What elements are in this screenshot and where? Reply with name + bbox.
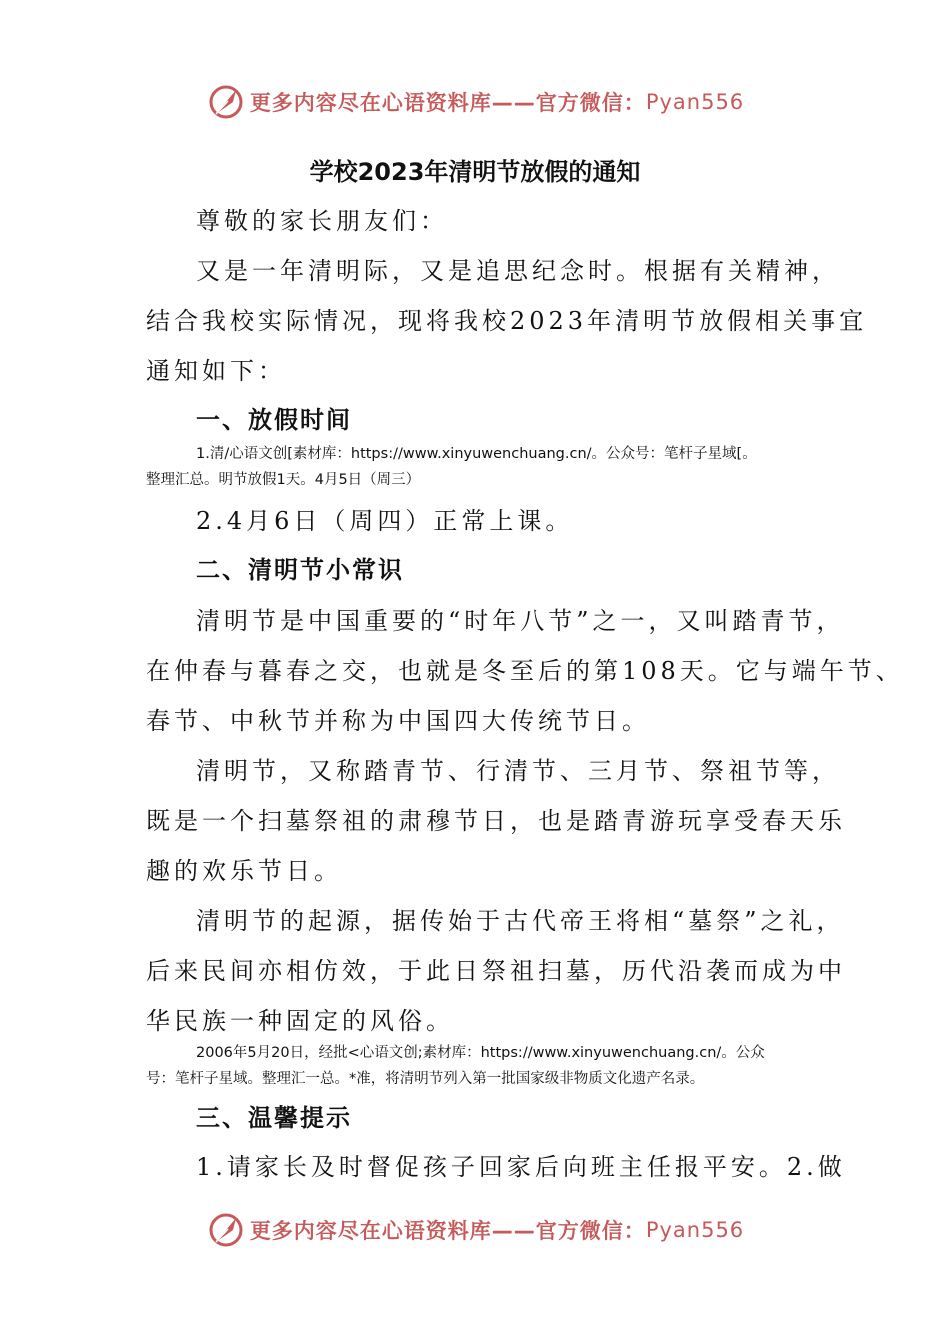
- watermark-wechat-id: Pyan556: [645, 90, 745, 114]
- section2-para2-line-2: 既是一个扫墓祭祖的肃穆节日，也是踏青游玩享受春天乐: [146, 807, 846, 835]
- section3-item-1: 1.请家长及时督促孩子回家后向班主任报平安。2.做: [196, 1153, 846, 1181]
- section2-para1-line-3: 春节、中秋节并称为中国四大传统节日。: [146, 707, 650, 735]
- quill-logo-icon: [206, 82, 246, 122]
- section2-para2-line-3: 趣的欢乐节日。: [146, 857, 342, 885]
- section2-para3-line-1: 清明节的起源，据传始于古代帝王将相“墓祭”之礼，: [196, 907, 845, 935]
- watermark-banner-bottom: [0, 1210, 950, 1250]
- section-heading-3: 三、温馨提示: [196, 1104, 352, 1132]
- section2-para1-line-1: 清明节是中国重要的“时年八节”之一，又叫踏青节，: [196, 607, 845, 635]
- section1-item-2: 2.4月6日（周四）正常上课。: [196, 507, 574, 535]
- section-heading-1: 一、放假时间: [196, 406, 352, 434]
- section1-small-line-2: 整理汇总。明节放假1天。4月5日（周三）: [146, 472, 421, 488]
- section2-para2-line-1: 清明节，又称踏青节、行清节、三月节、祭祖节等，: [196, 757, 840, 785]
- watermark-banner-top: [0, 82, 950, 122]
- section2-para3-line-3: 华民族一种固定的风俗。: [146, 1007, 454, 1035]
- intro-line-1: 又是一年清明际，又是追思纪念时。根据有关精神，: [196, 257, 840, 285]
- watermark-wechat-id: Pyan556: [645, 1218, 745, 1242]
- watermark-text: 更多内容尽在心语资料库——官方微信：: [249, 91, 646, 115]
- section2-para1-line-2: 在仲春与暮春之交，也就是冬至后的第108天。它与端午节、: [146, 657, 904, 685]
- greeting: 尊敬的家长朋友们：: [196, 207, 448, 235]
- intro-line-3: 通知如下：: [146, 357, 286, 385]
- watermark-text: 更多内容尽在心语资料库——官方微信：: [249, 1219, 646, 1243]
- quill-logo-icon: [206, 1210, 246, 1250]
- section-heading-2: 二、清明节小常识: [196, 556, 404, 584]
- section2-small-line-1: 2006年5月20日，经批<心语文创;素材库：https://www.xinyuwenchuang.cn/。公众: [196, 1045, 765, 1061]
- section2-small-line-2: 号：笔杆子星域。整理汇一总。*准，将清明节列入第一批国家级非物质文化遗产名录。: [146, 1071, 705, 1087]
- intro-line-2: 结合我校实际情况，现将我校2023年清明节放假相关事宜: [146, 307, 868, 335]
- document-title: 学校2023年清明节放假的通知: [309, 158, 641, 186]
- section2-para3-line-2: 后来民间亦相仿效，于此日祭祖扫墓，历代沿袭而成为中: [146, 957, 846, 985]
- section1-small-line-1: 1.清/心语文创[素材库：https://www.xinyuwenchuang.cn/。公众号：笔杆子星域[。: [196, 446, 757, 462]
